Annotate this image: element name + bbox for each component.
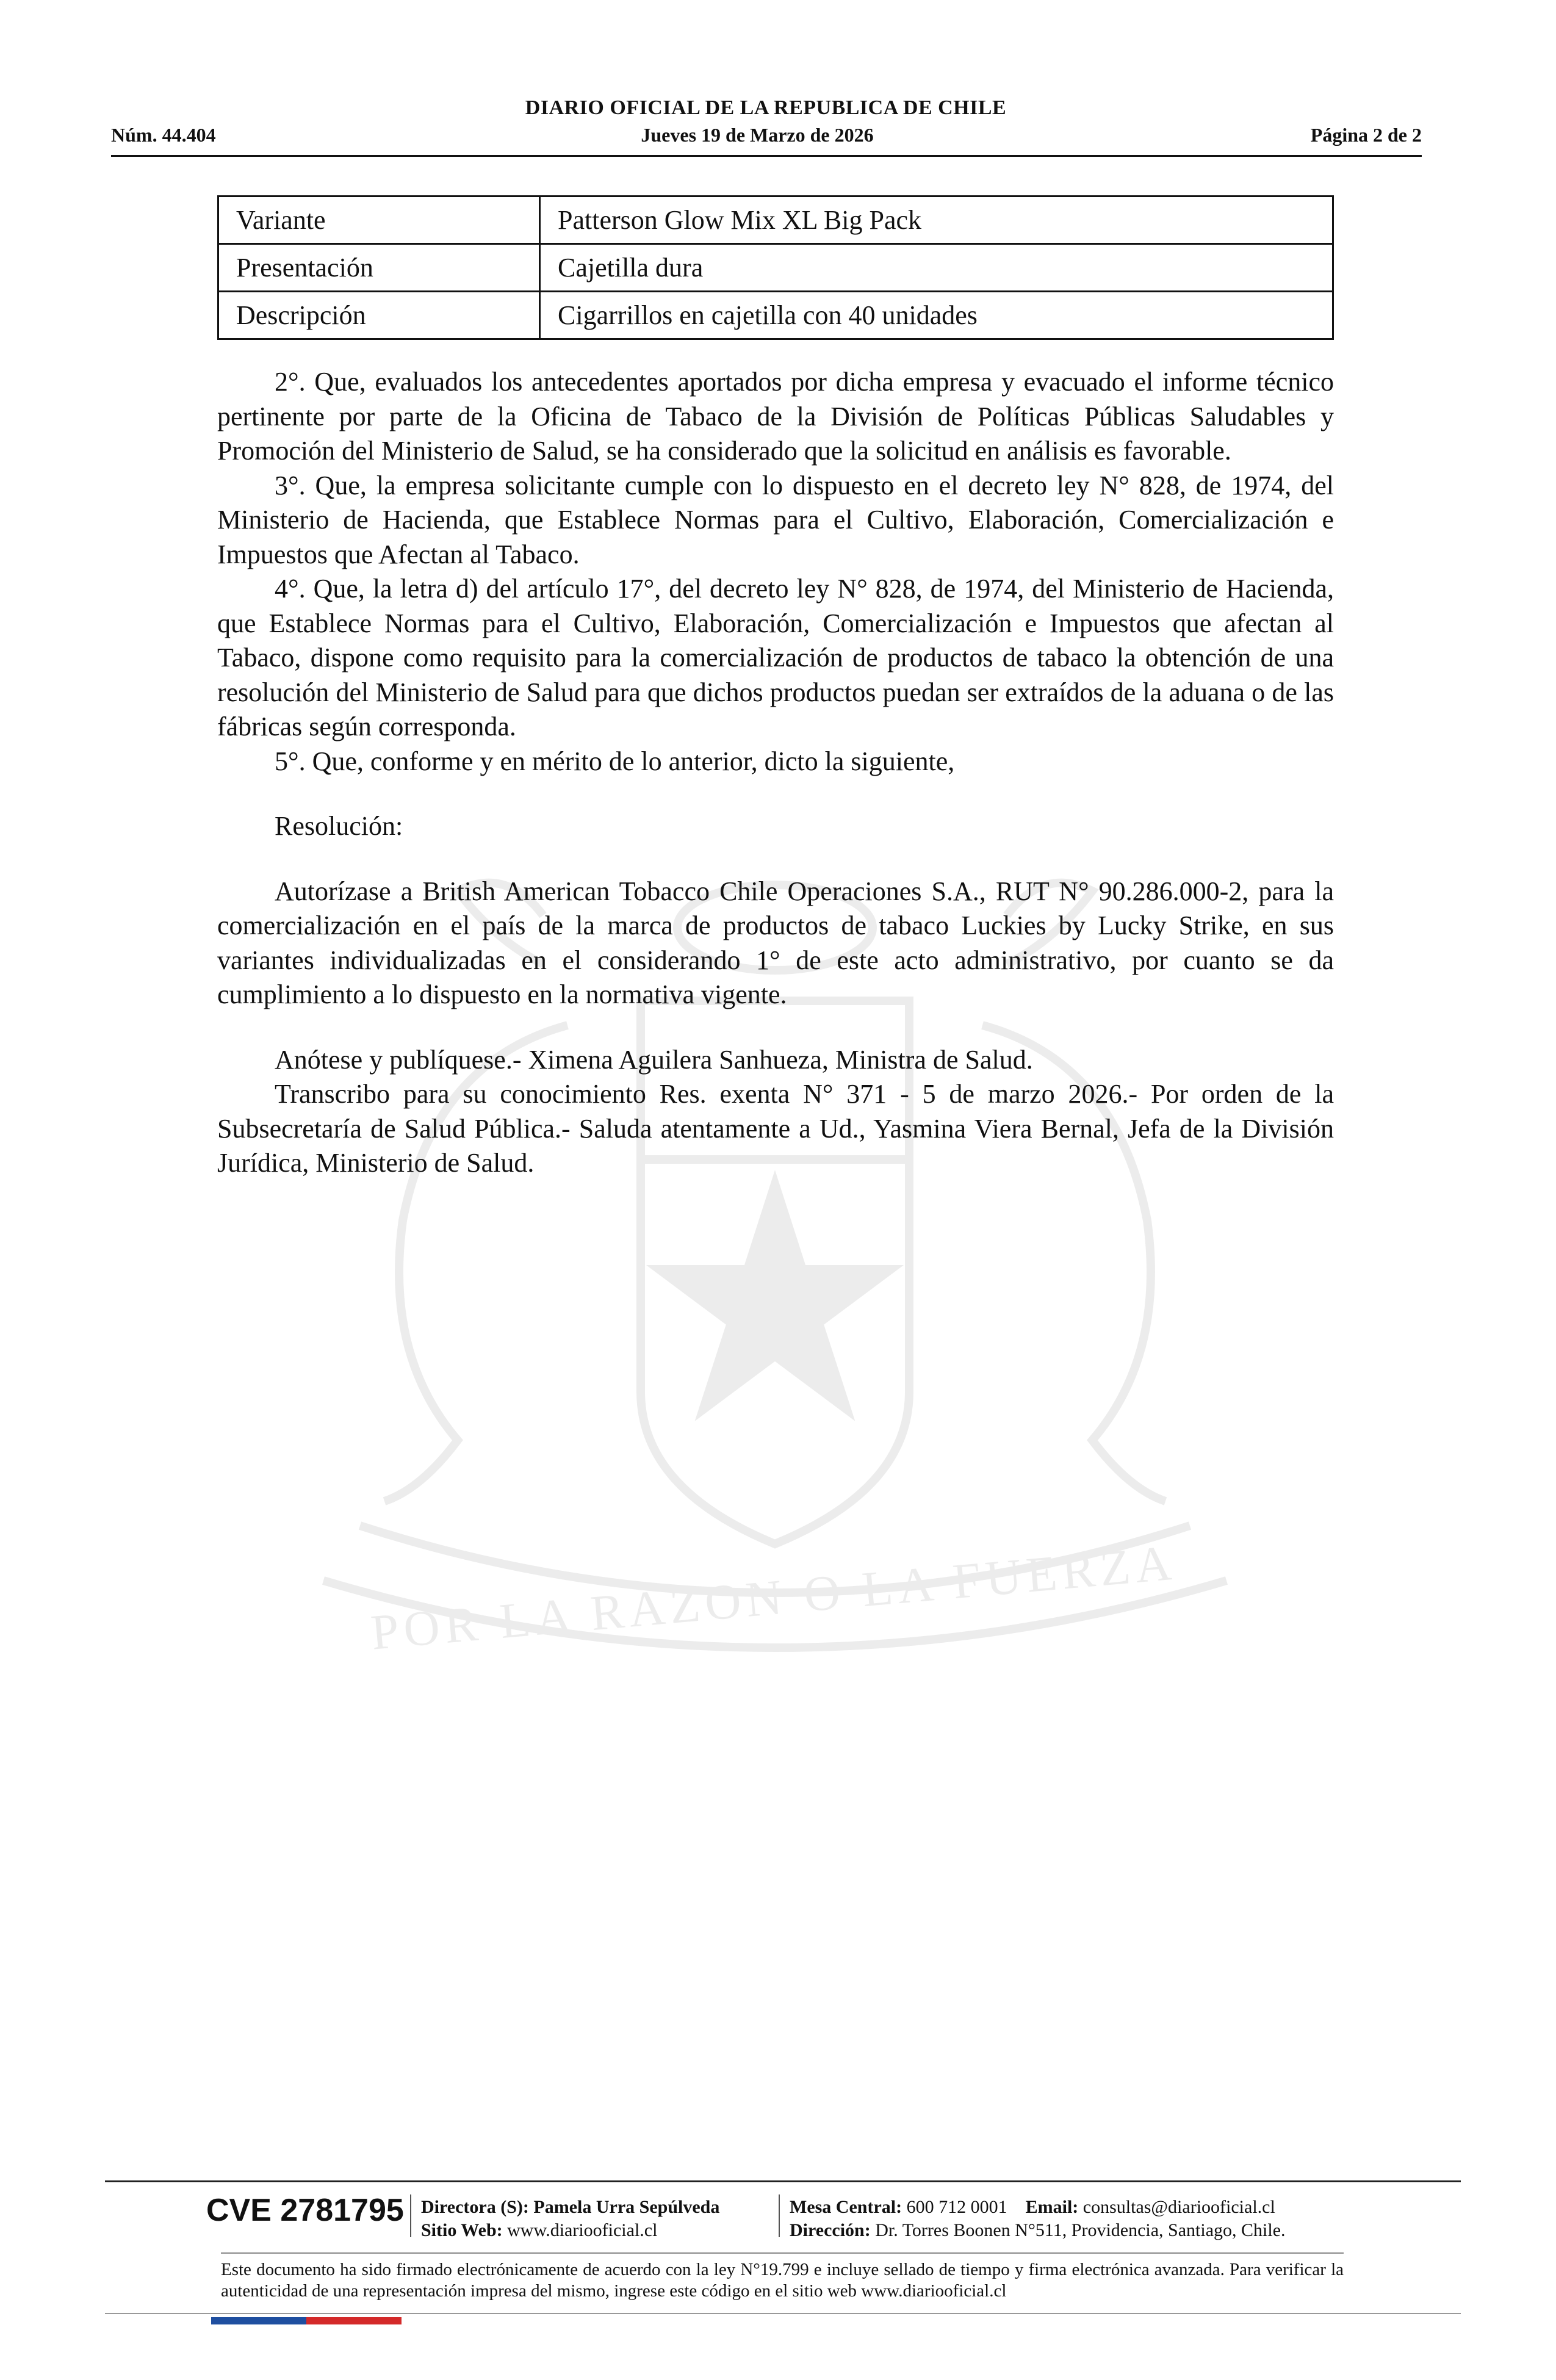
document-body xyxy=(217,365,1334,1181)
page-indicator: Página 2 de 2 xyxy=(1310,124,1422,146)
flag-stripe-red xyxy=(306,2317,402,2324)
cve-code: CVE 2781795 xyxy=(206,2193,404,2228)
table-label-cell: Variante xyxy=(218,197,540,244)
footer-separator xyxy=(779,2194,780,2237)
header-divider xyxy=(111,155,1422,157)
issue-date: Jueves 19 de Marzo de 2026 xyxy=(641,124,874,146)
table-label-cell: Presentación xyxy=(218,244,540,292)
footer-note-divider xyxy=(221,2252,1344,2254)
newspaper-title: DIARIO OFICIAL DE LA REPUBLICA DE CHILE xyxy=(525,96,1007,119)
address-label: Dirección: xyxy=(790,2220,871,2240)
issue-number: Núm. 44.404 xyxy=(111,124,216,146)
electronic-signature-note: Este documento ha sido firmado electrónicamente de acuerdo con la ley N°19.799 e incluye sellado de tiempo y firma electrónica avanzada. Para verificar la autenticidad de una representación impresa del mismo, ingrese este código en el sitio web www.diariooficial.cl xyxy=(221,2260,1344,2301)
footer-separator xyxy=(410,2194,411,2237)
considerando-2: 2°. Que, evaluados los antecedentes aportados por dicha empresa y evacuado el informe técnico pertinente por parte de la Oficina de Tabaco de la División de Políticas Públicas Saludables y Promoción del Ministerio de Salud, se ha considerado que la solicitud en análisis es favorable. xyxy=(217,367,1334,466)
website-link[interactable]: www.diariooficial.cl xyxy=(507,2220,658,2240)
table-value-cell: Patterson Glow Mix XL Big Pack xyxy=(540,197,1333,244)
phone-number: 600 712 0001 xyxy=(906,2197,1007,2217)
footer-bottom-divider xyxy=(105,2313,1461,2314)
product-variant-table xyxy=(217,195,1334,340)
email-link[interactable]: consultas@diariooficial.cl xyxy=(1082,2197,1275,2217)
considerando-5: 5°. Que, conforme y en mérito de lo anterior, dicto la siguiente, xyxy=(275,746,955,776)
table-value-cell: Cajetilla dura xyxy=(540,244,1333,292)
website-label: Sitio Web: xyxy=(421,2220,503,2240)
table-row xyxy=(218,292,1333,339)
considerando-3: 3°. Que, la empresa solicitante cumple con lo dispuesto en el decreto ley N° 828, de 1974, del Ministerio de Hacienda, que Establece Normas para el Cultivo, Elaboración, Comercialización e Impuestos que Afectan al Tabaco. xyxy=(217,470,1334,569)
footer-divider xyxy=(105,2180,1461,2182)
resolution-text: Autorízase a British American Tobacco Chile Operaciones S.A., RUT N° 90.286.000-2, para la comercialización en el país de la marca de productos de tabaco Luckies by Lucky Strike, en sus variantes individualizadas en el considerando 1° de este acto administrativo, por cuanto se da cumplimiento a lo dispuesto en la normativa vigente. xyxy=(217,876,1334,1009)
table-row xyxy=(218,197,1333,244)
footer-contact-info xyxy=(790,2196,1286,2242)
considerando-4: 4°. Que, la letra d) del artículo 17°, del decreto ley N° 828, de 1974, del Ministerio de Hacienda, que Establece Normas para el Cultivo, Elaboración, Comercialización e Impuestos que afectan al Tabaco, dispone como requisito para la comercialización de productos de tabaco la obtención de una resolución del Ministerio de Salud para que dichos productos puedan ser extraídos de la aduana o de las fábricas según corresponda. xyxy=(217,574,1334,741)
transcription-text: Transcribo para su conocimiento Res. exenta N° 371 - 5 de marzo 2026.- Por orden de la Subsecretaría de Salud Pública.- Saluda atentamente a Ud., Yasmina Viera Bernal, Jefa de la División Jurídica, Ministerio de Salud. xyxy=(217,1079,1334,1178)
phone-label: Mesa Central: xyxy=(790,2197,902,2217)
table-row xyxy=(218,244,1333,292)
watermark-motto: POR LA RAZON O LA FUERZA xyxy=(369,1534,1179,1661)
header-row xyxy=(111,124,1422,150)
address-text: Dr. Torres Boonen N°511, Providencia, Santiago, Chile. xyxy=(875,2220,1286,2240)
resolution-heading: Resolución: xyxy=(275,811,403,841)
signature-line: Anótese y publíquese.- Ximena Aguilera Sanhueza, Ministra de Salud. xyxy=(275,1044,1033,1075)
director-label: Directora (S): xyxy=(421,2197,529,2217)
table-label-cell: Descripción xyxy=(218,292,540,339)
email-label: Email: xyxy=(1025,2197,1079,2217)
table-value-cell: Cigarrillos en cajetilla con 40 unidades xyxy=(540,292,1333,339)
footer-editor-info xyxy=(421,2196,719,2242)
director-name: Pamela Urra Sepúlveda xyxy=(533,2197,720,2217)
flag-stripe-blue xyxy=(211,2317,306,2324)
